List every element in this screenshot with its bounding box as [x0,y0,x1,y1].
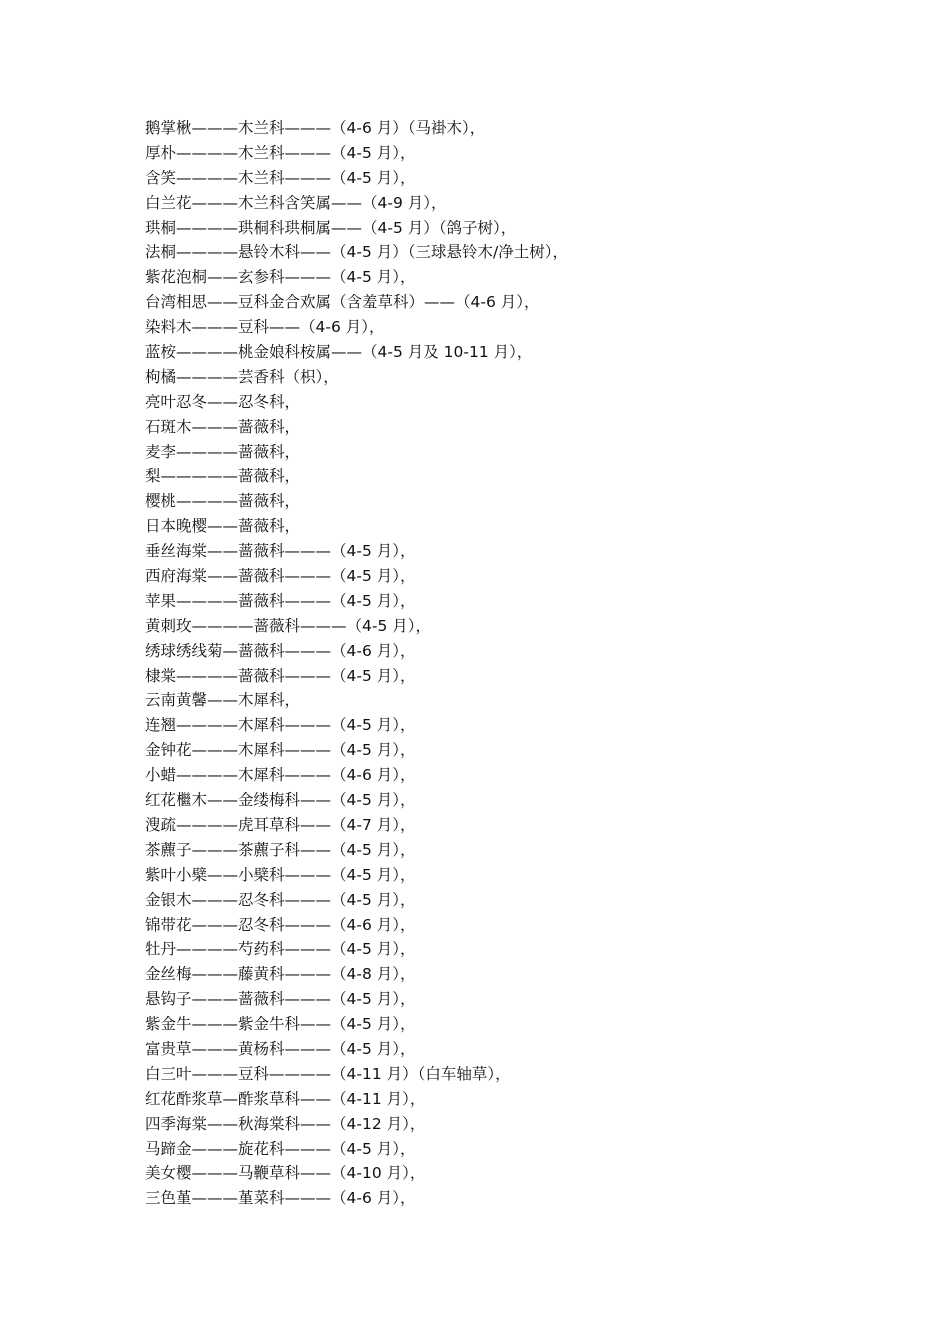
list-item: 梨—————蔷薇科， [145,467,301,486]
list-item: 四季海棠——秋海棠科——（4-12 月）， [145,1114,426,1133]
list-item: 金丝梅———藤黄科———（4-8 月）， [145,965,416,984]
list-item: 美女樱———马鞭草科——（4-10 月）， [145,1164,426,1183]
list-item: 悬钩子———蔷薇科———（4-5 月）， [145,990,416,1009]
list-item: 樱桃————蔷薇科， [145,492,301,511]
list-item: 马蹄金———旋花科———（4-5 月）， [145,1139,416,1158]
list-item: 牡丹————芍药科———（4-5 月）， [145,940,416,959]
list-item: 连翘————木犀科———（4-5 月）， [145,716,416,735]
list-item: 紫叶小檗——小檗科———（4-5 月）， [145,865,416,884]
list-item: 溲疏————虎耳草科——（4-7 月）， [145,815,416,834]
list-item: 锦带花———忍冬科———（4-6 月）， [145,915,416,934]
list-item: 金钟花———木犀科———（4-5 月）， [145,741,416,760]
list-item: 日本晚樱——蔷薇科， [145,517,301,536]
list-item: 染料木———豆科——（4-6 月）， [145,318,385,337]
list-item: 小蜡————木犀科———（4-6 月）， [145,766,416,785]
list-item: 含笑————木兰科———（4-5 月）， [145,168,416,187]
list-item: 鹅掌楸———木兰科———（4-6 月）（马褂木）， [145,119,486,137]
list-item: 白三叶———豆科————（4-11 月）（白车轴草）， [145,1064,511,1083]
list-item: 茶藨子———茶藨子科——（4-5 月）， [145,840,416,859]
list-item: 台湾相思——豆科金合欢属（含羞草科）——（4-6 月）， [145,293,540,312]
list-item: 麦李————蔷薇科， [145,442,301,461]
list-item: 石斑木———蔷薇科， [145,417,301,436]
list-item: 白兰花———木兰科含笑属——（4-9 月）， [145,193,447,212]
list-item: 金银木———忍冬科———（4-5 月）， [145,890,416,909]
list-item: 法桐————悬铃木科——（4-5 月）（三球悬铃木/净土树）， [145,243,568,262]
list-item: 红花酢浆草—酢浆草科——（4-11 月）， [145,1089,426,1108]
list-item: 黄刺玫————蔷薇科———（4-5 月）， [145,616,431,635]
list-item: 三色堇———堇菜科———（4-6 月）， [145,1189,416,1208]
list-item: 枸橘————芸香科（枳）， [145,367,339,386]
list-item: 红花檵木——金缕梅科——（4-5 月）， [145,791,416,810]
list-item: 棣棠————蔷薇科———（4-5 月）， [145,666,416,685]
list-item: 亮叶忍冬——忍冬科， [145,392,301,411]
list-item: 珙桐————珙桐科珙桐属——（4-5 月）（鸽子树）， [145,218,517,237]
list-item: 厚朴————木兰科———（4-5 月）， [145,143,416,162]
list-item: 垂丝海棠——蔷薇科———（4-5 月）， [145,542,416,561]
list-item: 紫金牛———紫金牛科——（4-5 月）， [145,1015,416,1034]
list-item: 绣球绣线菊—蔷薇科———（4-6 月）， [145,641,416,660]
list-item: 云南黄馨——木犀科， [145,691,301,710]
plant-list [145,116,905,1211]
list-item: 西府海棠——蔷薇科———（4-5 月）， [145,567,416,586]
list-item: 紫花泡桐——玄参科———（4-5 月）， [145,268,416,287]
list-item: 富贵草———黄杨科———（4-5 月）， [145,1039,416,1058]
list-item: 蓝桉————桃金娘科桉属——（4-5 月及 10-11 月）， [145,343,533,362]
list-item: 苹果————蔷薇科———（4-5 月）， [145,591,416,610]
